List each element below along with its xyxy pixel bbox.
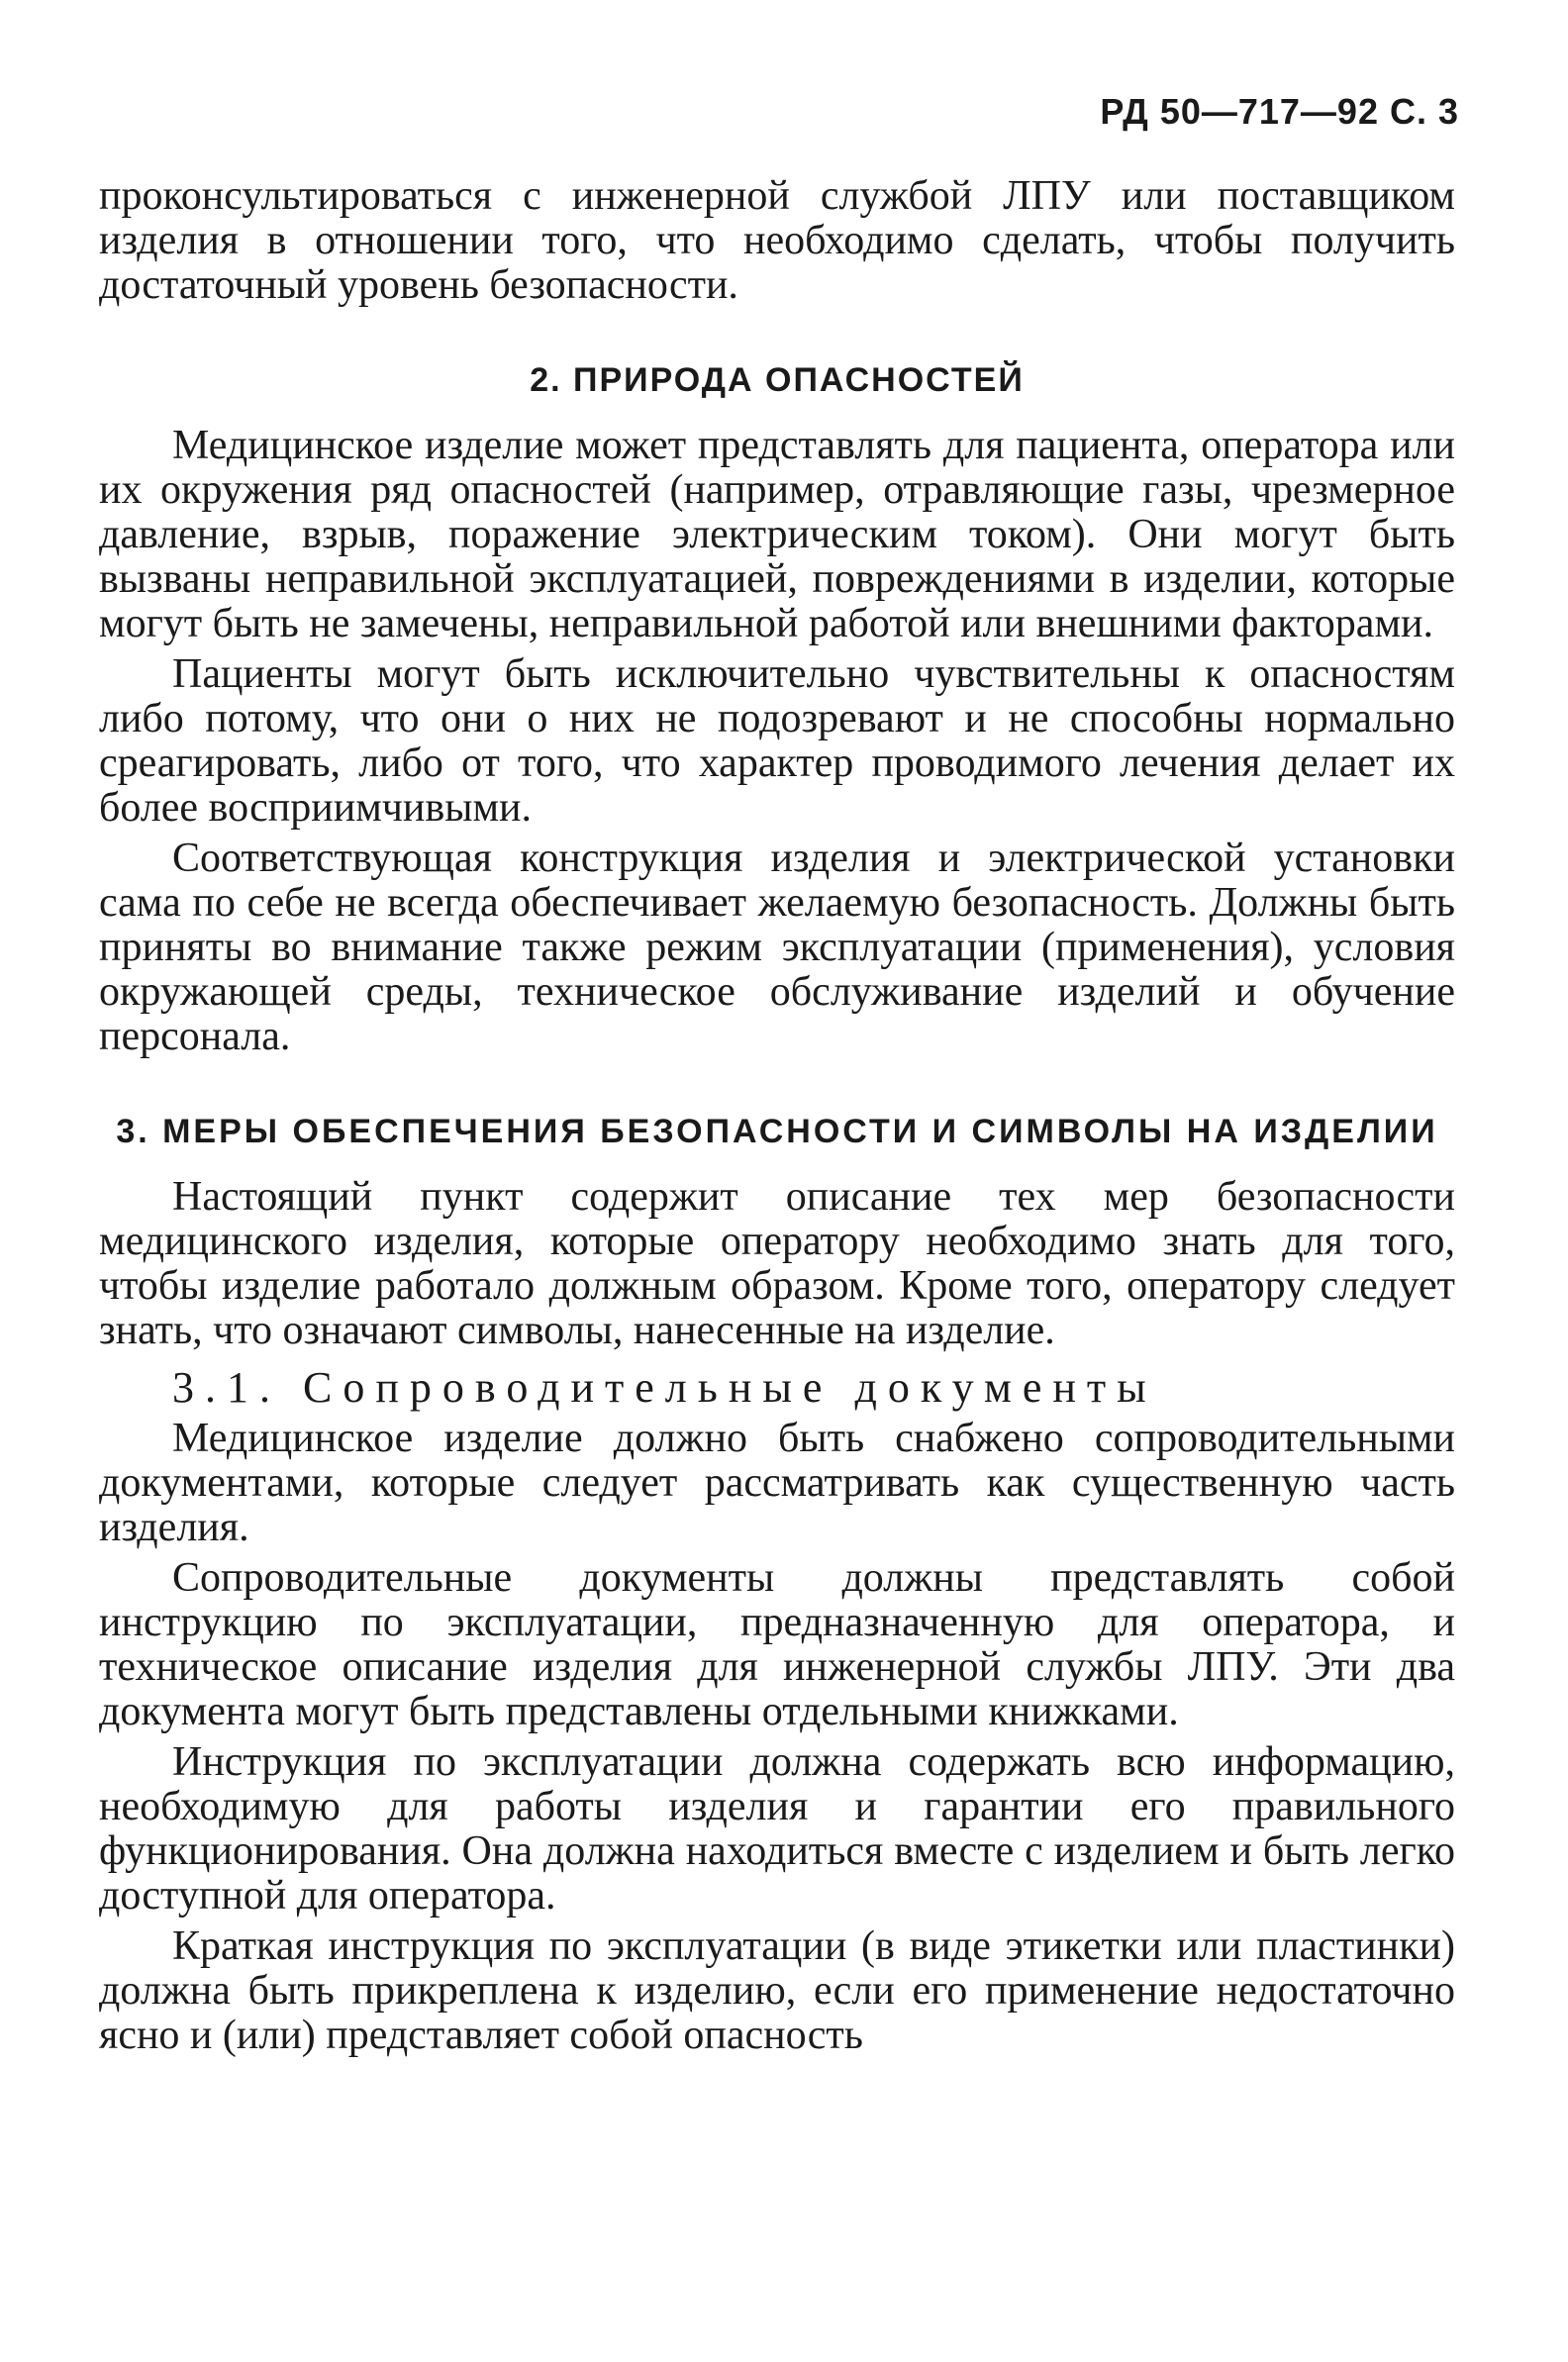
section-2-paragraph-1: Медицинское изделие может представлять для пациента, оператора или их окружения ряд опасностей (например, отравляющие газы, чрезмерное давление, взрыв, поражение электрическим током). Они могут быть вызваны неправильной эксплуатацией, повреждениями в изделии, которые могут быть не замечены, неправильной работой или внешними факторами. [99,423,1455,646]
section-3-heading: 3. МЕРЫ ОБЕСПЕЧЕНИЯ БЕЗОПАСНОСТИ И СИМВОЛЫ НА ИЗДЕЛИИ [116,1113,1438,1150]
page-body [99,174,1455,2058]
section-3-1-paragraph-3: Инструкция по эксплуатации должна содержать всю информацию, необходимую для работы изделия и гарантии его правильного функционирования. Она должна находиться вместе с изделием и быть легко доступной для оператора. [99,1739,1455,1919]
section-3-intro: Настоящий пункт содержит описание тех мер безопасности медицинского изделия, которые оператору необходимо знать для того, чтобы изделие работало должным образом. Кроме того, оператору следует знать, что означают символы, нанесенные на изделие. [99,1174,1455,1353]
section-3-1-paragraph-1: Медицинское изделие должно быть снабжено сопроводительными документами, которые следует рассматривать как существенную часть изделия. [99,1416,1455,1550]
subsection-3-1-title: 3.1. Сопроводительные документы [172,1363,1157,1412]
intro-paragraph: проконсультироваться с инженерной службой ЛПУ или поставщиком изделия в отношении того, что необходимо сделать, чтобы получить достаточный уровень безопасности. [99,173,1455,308]
section-3-1-paragraph-4: Краткая инструкция по эксплуатации (в виде этикетки или пластинки) должна быть прикреплена к изделию, если его применение недостаточно ясно и (или) представляет собой опасность [99,1923,1455,2058]
section-3-1-paragraph-2: Сопроводительные документы должны представлять собой инструкцию по эксплуатации, предназначенную для оператора, и техническое описание изделия для инженерной службы ЛПУ. Эти два документа могут быть представлены отдельными книжками. [99,1555,1455,1734]
section-2-heading: 2. ПРИРОДА ОПАСНОСТЕЙ [530,361,1025,399]
section-2-paragraph-2: Пациенты могут быть исключительно чувствительны к опасностям либо потому, что они о них не подозревают и не способны нормально среагировать, либо от того, что характер проводимого лечения делает их более восприимчивыми. [99,651,1455,831]
running-header: РД 50—717—92 С. 3 [1100,91,1459,132]
section-2-paragraph-3: Соответствующая конструкция изделия и электрической установки сама по себе не всегда обеспечивает желаемую безопасность. Должны быть приняты во внимание также режим эксплуатации (применения), условия окружающей среды, техническое обслуживание изделий и обучение персонала. [99,836,1455,1059]
